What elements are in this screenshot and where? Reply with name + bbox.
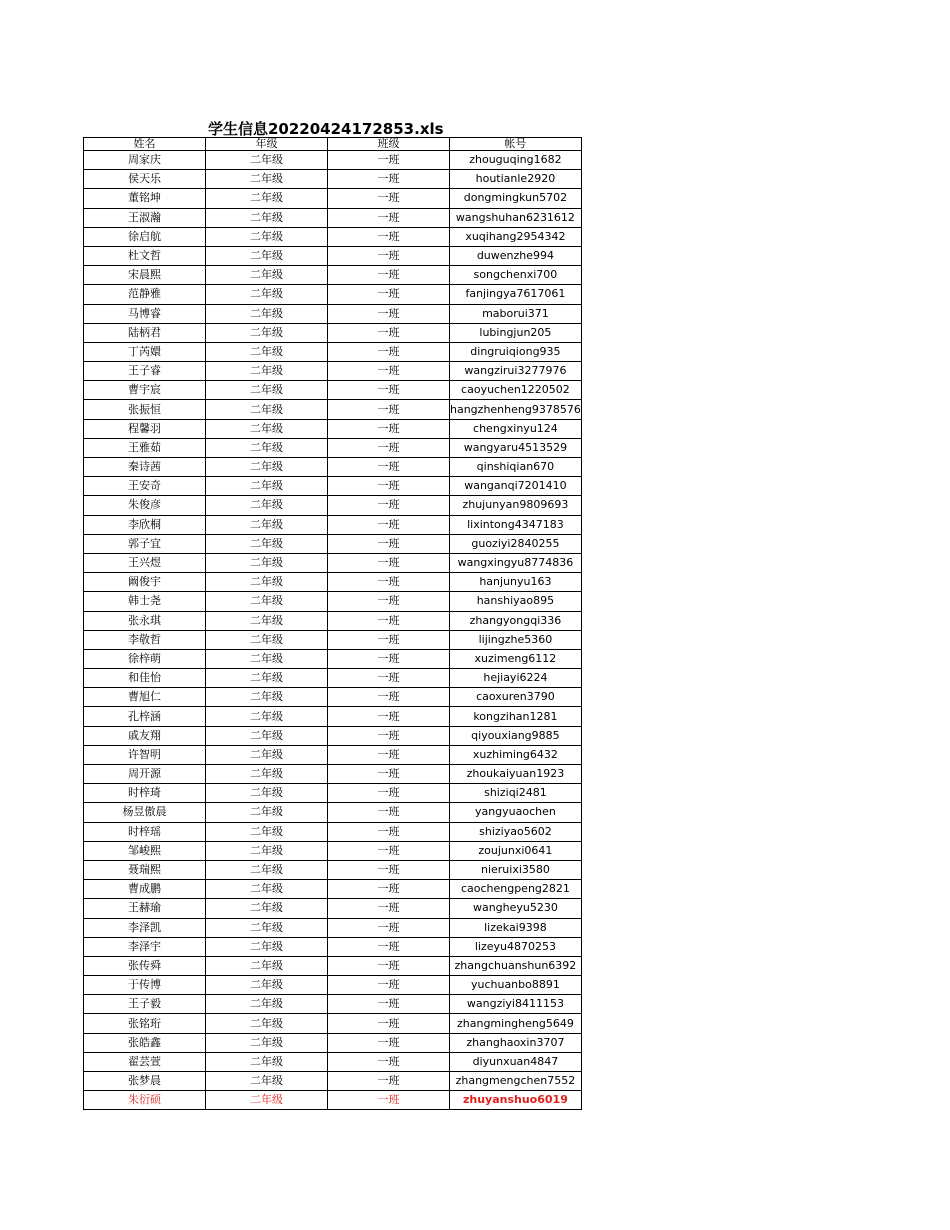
table-row — [84, 784, 582, 803]
cell-grade: 二年级 — [206, 880, 328, 899]
cell-grade: 二年级 — [206, 553, 328, 572]
cell-account: wangyaru4513529 — [450, 438, 582, 457]
cell-name: 聂瑞熙 — [84, 860, 206, 879]
cell-grade: 二年级 — [206, 1033, 328, 1052]
cell-name: 戚友翔 — [84, 726, 206, 745]
cell-name: 张传舜 — [84, 956, 206, 975]
cell-name: 王子睿 — [84, 362, 206, 381]
cell-name: 陆柄君 — [84, 323, 206, 342]
cell-account: hanshiyao895 — [450, 592, 582, 611]
cell-class: 一班 — [328, 611, 450, 630]
cell-name: 张永琪 — [84, 611, 206, 630]
cell-account: zhangyongqi336 — [450, 611, 582, 630]
cell-class: 一班 — [328, 726, 450, 745]
cell-grade: 二年级 — [206, 323, 328, 342]
cell-name: 王安奇 — [84, 477, 206, 496]
table-row — [84, 342, 582, 361]
cell-class: 一班 — [328, 1072, 450, 1091]
cell-class: 一班 — [328, 342, 450, 361]
cell-account: wangxingyu8774836 — [450, 553, 582, 572]
cell-name: 邹峻熙 — [84, 841, 206, 860]
cell-class: 一班 — [328, 956, 450, 975]
cell-account: hangzhenheng9378576 — [450, 400, 582, 419]
cell-grade: 二年级 — [206, 726, 328, 745]
cell-grade: 二年级 — [206, 688, 328, 707]
cell-class: 一班 — [328, 899, 450, 918]
cell-account: hejiayi6224 — [450, 669, 582, 688]
cell-account: maborui371 — [450, 304, 582, 323]
cell-class: 一班 — [328, 227, 450, 246]
cell-grade: 二年级 — [206, 266, 328, 285]
cell-name: 王赫瑜 — [84, 899, 206, 918]
cell-grade: 二年级 — [206, 630, 328, 649]
cell-account: dongmingkun5702 — [450, 189, 582, 208]
table-row — [84, 976, 582, 995]
cell-grade: 二年级 — [206, 285, 328, 304]
table-row — [84, 611, 582, 630]
table-row — [84, 860, 582, 879]
table-row — [84, 477, 582, 496]
cell-name: 孔梓涵 — [84, 707, 206, 726]
cell-class: 一班 — [328, 1091, 450, 1110]
cell-grade: 二年级 — [206, 860, 328, 879]
cell-grade: 二年级 — [206, 995, 328, 1014]
cell-name: 阚俊宇 — [84, 573, 206, 592]
header-row — [84, 138, 582, 151]
cell-class: 一班 — [328, 803, 450, 822]
cell-class: 一班 — [328, 304, 450, 323]
cell-account: shiziqi2481 — [450, 784, 582, 803]
sheet-title: 学生信息20220424172853.xls — [208, 120, 444, 138]
cell-account: caochengpeng2821 — [450, 880, 582, 899]
cell-name: 王淑瀚 — [84, 208, 206, 227]
cell-grade: 二年级 — [206, 1014, 328, 1033]
cell-account: zhujunyan9809693 — [450, 496, 582, 515]
table-row — [84, 918, 582, 937]
table-row — [84, 189, 582, 208]
cell-name: 和佳怡 — [84, 669, 206, 688]
cell-account: xuqihang2954342 — [450, 227, 582, 246]
table-row — [84, 1052, 582, 1071]
cell-class: 一班 — [328, 458, 450, 477]
table-row — [84, 534, 582, 553]
cell-grade: 二年级 — [206, 1072, 328, 1091]
cell-account: kongzihan1281 — [450, 707, 582, 726]
cell-account: lixintong4347183 — [450, 515, 582, 534]
table-row — [84, 880, 582, 899]
cell-name: 宋晨熙 — [84, 266, 206, 285]
cell-class: 一班 — [328, 400, 450, 419]
table-row — [84, 592, 582, 611]
table-row — [84, 745, 582, 764]
cell-account: wanganqi7201410 — [450, 477, 582, 496]
cell-account: xuzhiming6432 — [450, 745, 582, 764]
table-row — [84, 841, 582, 860]
cell-grade: 二年级 — [206, 496, 328, 515]
cell-account: zhuyanshuo6019 — [450, 1091, 582, 1110]
cell-grade: 二年级 — [206, 342, 328, 361]
table-row — [84, 630, 582, 649]
cell-class: 一班 — [328, 765, 450, 784]
cell-class: 一班 — [328, 822, 450, 841]
cell-class: 一班 — [328, 285, 450, 304]
cell-name: 王雅茹 — [84, 438, 206, 457]
cell-grade: 二年级 — [206, 745, 328, 764]
cell-grade: 二年级 — [206, 956, 328, 975]
table-row — [84, 707, 582, 726]
cell-grade: 二年级 — [206, 765, 328, 784]
cell-name: 徐启航 — [84, 227, 206, 246]
table-row — [84, 496, 582, 515]
cell-name: 程馨羽 — [84, 419, 206, 438]
cell-name: 张振恒 — [84, 400, 206, 419]
header-account: 帐号 — [450, 138, 582, 151]
cell-name: 李敬哲 — [84, 630, 206, 649]
cell-class: 一班 — [328, 918, 450, 937]
cell-class: 一班 — [328, 246, 450, 265]
cell-grade: 二年级 — [206, 592, 328, 611]
cell-name: 张铭珩 — [84, 1014, 206, 1033]
cell-grade: 二年级 — [206, 803, 328, 822]
cell-grade: 二年级 — [206, 937, 328, 956]
cell-class: 一班 — [328, 745, 450, 764]
cell-grade: 二年级 — [206, 246, 328, 265]
cell-account: dingruiqiong935 — [450, 342, 582, 361]
cell-name: 韩士尧 — [84, 592, 206, 611]
cell-class: 一班 — [328, 573, 450, 592]
table-row — [84, 803, 582, 822]
cell-account: zhoukaiyuan1923 — [450, 765, 582, 784]
cell-account: xuzimeng6112 — [450, 649, 582, 668]
cell-class: 一班 — [328, 688, 450, 707]
cell-account: houtianle2920 — [450, 170, 582, 189]
cell-class: 一班 — [328, 189, 450, 208]
cell-class: 一班 — [328, 515, 450, 534]
table-row — [84, 381, 582, 400]
cell-grade: 二年级 — [206, 707, 328, 726]
cell-account: caoyuchen1220502 — [450, 381, 582, 400]
cell-class: 一班 — [328, 151, 450, 170]
cell-class: 一班 — [328, 1052, 450, 1071]
cell-class: 一班 — [328, 419, 450, 438]
header-grade: 年级 — [206, 138, 328, 151]
cell-class: 一班 — [328, 649, 450, 668]
cell-account: fanjingya7617061 — [450, 285, 582, 304]
cell-name: 杨昱傲晨 — [84, 803, 206, 822]
cell-class: 一班 — [328, 362, 450, 381]
cell-account: zhangmingheng5649 — [450, 1014, 582, 1033]
cell-name: 时梓瑶 — [84, 822, 206, 841]
cell-name: 于传博 — [84, 976, 206, 995]
table-row — [84, 362, 582, 381]
cell-grade: 二年级 — [206, 1052, 328, 1071]
cell-class: 一班 — [328, 976, 450, 995]
table-row — [84, 227, 582, 246]
cell-grade: 二年级 — [206, 649, 328, 668]
cell-class: 一班 — [328, 707, 450, 726]
cell-class: 一班 — [328, 477, 450, 496]
header-name: 姓名 — [84, 138, 206, 151]
cell-class: 一班 — [328, 784, 450, 803]
cell-grade: 二年级 — [206, 208, 328, 227]
cell-name: 朱衍硕 — [84, 1091, 206, 1110]
cell-grade: 二年级 — [206, 534, 328, 553]
table-row — [84, 170, 582, 189]
cell-name: 翟芸萱 — [84, 1052, 206, 1071]
cell-account: nieruixi3580 — [450, 860, 582, 879]
cell-name: 曹旭仁 — [84, 688, 206, 707]
cell-grade: 二年级 — [206, 304, 328, 323]
cell-account: wangzirui3277976 — [450, 362, 582, 381]
table-row — [84, 400, 582, 419]
cell-grade: 二年级 — [206, 573, 328, 592]
cell-name: 董铭坤 — [84, 189, 206, 208]
cell-grade: 二年级 — [206, 841, 328, 860]
table-row — [84, 726, 582, 745]
cell-name: 范静雅 — [84, 285, 206, 304]
cell-name: 周开源 — [84, 765, 206, 784]
cell-name: 李欣桐 — [84, 515, 206, 534]
cell-name: 周家庆 — [84, 151, 206, 170]
cell-account: wangshuhan6231612 — [450, 208, 582, 227]
cell-class: 一班 — [328, 323, 450, 342]
cell-class: 一班 — [328, 630, 450, 649]
cell-name: 朱俊彦 — [84, 496, 206, 515]
table-row — [84, 995, 582, 1014]
cell-class: 一班 — [328, 170, 450, 189]
cell-account: chengxinyu124 — [450, 419, 582, 438]
cell-grade: 二年级 — [206, 170, 328, 189]
cell-grade: 二年级 — [206, 227, 328, 246]
cell-class: 一班 — [328, 592, 450, 611]
cell-account: lizekai9398 — [450, 918, 582, 937]
cell-account: wangheyu5230 — [450, 899, 582, 918]
cell-account: yuchuanbo8891 — [450, 976, 582, 995]
table-row — [84, 1033, 582, 1052]
cell-account: hanjunyu163 — [450, 573, 582, 592]
cell-grade: 二年级 — [206, 1091, 328, 1110]
cell-account: duwenzhe994 — [450, 246, 582, 265]
cell-grade: 二年级 — [206, 362, 328, 381]
cell-class: 一班 — [328, 1014, 450, 1033]
cell-account: lijingzhe5360 — [450, 630, 582, 649]
cell-grade: 二年级 — [206, 976, 328, 995]
table-row — [84, 266, 582, 285]
cell-name: 王兴煜 — [84, 553, 206, 572]
cell-name: 杜文哲 — [84, 246, 206, 265]
cell-name: 侯天乐 — [84, 170, 206, 189]
cell-class: 一班 — [328, 860, 450, 879]
table-row — [84, 956, 582, 975]
cell-account: wangziyi8411153 — [450, 995, 582, 1014]
table-row — [84, 1072, 582, 1091]
cell-account: shiziyao5602 — [450, 822, 582, 841]
cell-grade: 二年级 — [206, 611, 328, 630]
cell-grade: 二年级 — [206, 381, 328, 400]
table-row — [84, 438, 582, 457]
table-row — [84, 688, 582, 707]
cell-account: zhanghaoxin3707 — [450, 1033, 582, 1052]
cell-grade: 二年级 — [206, 899, 328, 918]
cell-class: 一班 — [328, 266, 450, 285]
cell-account: zoujunxi0641 — [450, 841, 582, 860]
table-row — [84, 285, 582, 304]
table-row — [84, 553, 582, 572]
cell-name: 张皓鑫 — [84, 1033, 206, 1052]
cell-grade: 二年级 — [206, 669, 328, 688]
cell-grade: 二年级 — [206, 151, 328, 170]
cell-class: 一班 — [328, 381, 450, 400]
cell-class: 一班 — [328, 841, 450, 860]
cell-class: 一班 — [328, 553, 450, 572]
cell-grade: 二年级 — [206, 822, 328, 841]
table-row — [84, 419, 582, 438]
table-row — [84, 151, 582, 170]
cell-class: 一班 — [328, 995, 450, 1014]
cell-grade: 二年级 — [206, 400, 328, 419]
table-row — [84, 649, 582, 668]
cell-name: 徐梓萌 — [84, 649, 206, 668]
table-row — [84, 765, 582, 784]
cell-grade: 二年级 — [206, 918, 328, 937]
cell-grade: 二年级 — [206, 515, 328, 534]
cell-name: 马博睿 — [84, 304, 206, 323]
cell-account: yangyuaochen — [450, 803, 582, 822]
student-table — [83, 137, 582, 1110]
table-row — [84, 1091, 582, 1110]
cell-name: 许智明 — [84, 745, 206, 764]
cell-account: qiyouxiang9885 — [450, 726, 582, 745]
table-row — [84, 246, 582, 265]
cell-account: diyunxuan4847 — [450, 1052, 582, 1071]
table-row — [84, 822, 582, 841]
cell-name: 王子毅 — [84, 995, 206, 1014]
cell-grade: 二年级 — [206, 458, 328, 477]
cell-class: 一班 — [328, 496, 450, 515]
cell-class: 一班 — [328, 669, 450, 688]
cell-name: 张梦晨 — [84, 1072, 206, 1091]
table-row — [84, 304, 582, 323]
cell-account: zhangmengchen7552 — [450, 1072, 582, 1091]
table-row — [84, 573, 582, 592]
cell-account: lizeyu4870253 — [450, 937, 582, 956]
cell-grade: 二年级 — [206, 784, 328, 803]
cell-grade: 二年级 — [206, 419, 328, 438]
cell-name: 曹成鹏 — [84, 880, 206, 899]
cell-grade: 二年级 — [206, 438, 328, 457]
cell-grade: 二年级 — [206, 477, 328, 496]
header-class: 班级 — [328, 138, 450, 151]
cell-name: 秦诗茜 — [84, 458, 206, 477]
cell-account: guoziyi2840255 — [450, 534, 582, 553]
cell-account: qinshiqian670 — [450, 458, 582, 477]
cell-name: 李泽凯 — [84, 918, 206, 937]
cell-name: 郭子宜 — [84, 534, 206, 553]
cell-account: zhangchuanshun6392 — [450, 956, 582, 975]
cell-class: 一班 — [328, 880, 450, 899]
cell-class: 一班 — [328, 937, 450, 956]
table-row — [84, 208, 582, 227]
cell-account: lubingjun205 — [450, 323, 582, 342]
cell-name: 丁芮嬛 — [84, 342, 206, 361]
cell-account: songchenxi700 — [450, 266, 582, 285]
cell-class: 一班 — [328, 1033, 450, 1052]
table-row — [84, 937, 582, 956]
cell-class: 一班 — [328, 534, 450, 553]
cell-name: 李泽宇 — [84, 937, 206, 956]
table-row — [84, 669, 582, 688]
table-row — [84, 323, 582, 342]
table-row — [84, 899, 582, 918]
table-row — [84, 515, 582, 534]
cell-account: zhouguqing1682 — [450, 151, 582, 170]
cell-account: caoxuren3790 — [450, 688, 582, 707]
cell-class: 一班 — [328, 438, 450, 457]
table-row — [84, 458, 582, 477]
cell-grade: 二年级 — [206, 189, 328, 208]
cell-name: 曹宇宸 — [84, 381, 206, 400]
table-row — [84, 1014, 582, 1033]
cell-name: 时梓琦 — [84, 784, 206, 803]
cell-class: 一班 — [328, 208, 450, 227]
